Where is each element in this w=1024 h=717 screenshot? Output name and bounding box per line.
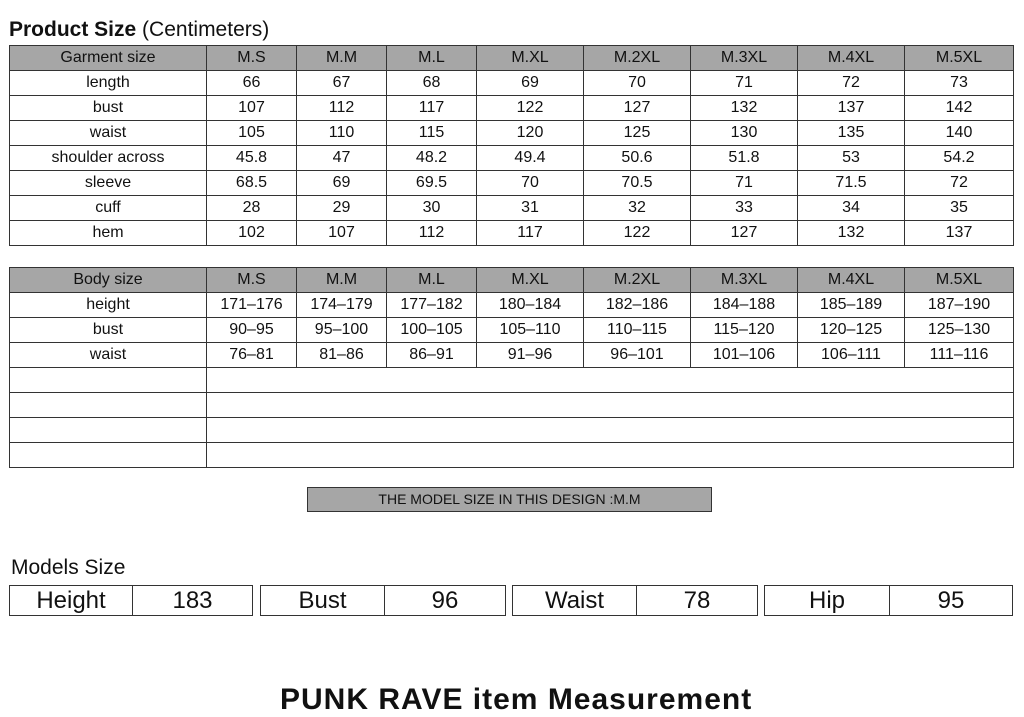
row-header-cell: Garment size: [10, 46, 207, 71]
model-height-label: Height: [10, 586, 133, 615]
measurement-value-cell: 130: [691, 121, 798, 146]
model-hip-label: Hip: [765, 586, 890, 615]
size-header-cell: M.L: [387, 268, 477, 293]
measurement-label-cell: shoulder across: [10, 146, 207, 171]
measurement-value-cell: 47: [297, 146, 387, 171]
size-header-cell: M.S: [207, 268, 297, 293]
measurement-value-cell: 71: [691, 171, 798, 196]
garment-row: [10, 196, 1014, 221]
measurement-value-cell: 67: [297, 71, 387, 96]
measurement-value-cell: 100–105: [387, 318, 477, 343]
measurement-value-cell: 66: [207, 71, 297, 96]
measurement-value-cell: 72: [798, 71, 905, 96]
empty-value-cell: [207, 368, 1014, 393]
measurement-heading: PUNK RAVE item Measurement: [280, 683, 753, 716]
measurement-value-cell: 115–120: [691, 318, 798, 343]
measurement-value-cell: 105: [207, 121, 297, 146]
measurement-label-cell: sleeve: [10, 171, 207, 196]
model-height-box: [9, 585, 253, 616]
empty-value-cell: [207, 393, 1014, 418]
measurement-value-cell: 30: [387, 196, 477, 221]
measurement-value-cell: 125–130: [905, 318, 1014, 343]
model-hip-box: [764, 585, 1013, 616]
measurement-value-cell: 95–100: [297, 318, 387, 343]
measurement-label-cell: height: [10, 293, 207, 318]
measurement-value-cell: 81–86: [297, 343, 387, 368]
measurement-label-cell: hem: [10, 221, 207, 246]
measurement-value-cell: 101–106: [691, 343, 798, 368]
model-waist-value: 78: [683, 587, 711, 614]
measurement-value-cell: 50.6: [584, 146, 691, 171]
measurement-value-cell: 45.8: [207, 146, 297, 171]
measurement-label-cell: length: [10, 71, 207, 96]
measurement-value-cell: 73: [905, 71, 1014, 96]
measurement-value-cell: 177–182: [387, 293, 477, 318]
models-size-title: Models Size: [11, 556, 126, 579]
measurement-value-cell: 111–116: [905, 343, 1014, 368]
measurement-value-cell: 122: [477, 96, 584, 121]
body-empty-row: [10, 443, 1014, 468]
measurement-value-cell: 102: [207, 221, 297, 246]
body-empty-row: [10, 393, 1014, 418]
measurement-label-cell: waist: [10, 121, 207, 146]
model-hip-value: 95: [937, 587, 965, 614]
model-waist-label: Waist: [513, 586, 637, 615]
measurement-value-cell: 86–91: [387, 343, 477, 368]
measurement-value-cell: 117: [387, 96, 477, 121]
measurement-value-cell: 33: [691, 196, 798, 221]
model-bust-box: [260, 585, 506, 616]
measurement-value-cell: 72: [905, 171, 1014, 196]
measurement-value-cell: 71: [691, 71, 798, 96]
size-header-cell: M.M: [297, 268, 387, 293]
measurement-value-cell: 69: [297, 171, 387, 196]
measurement-value-cell: 122: [584, 221, 691, 246]
size-header-cell: M.5XL: [905, 268, 1014, 293]
garment-row: [10, 146, 1014, 171]
body-row: [10, 293, 1014, 318]
measurement-label-cell: cuff: [10, 196, 207, 221]
model-bust-value: 96: [431, 587, 459, 614]
garment-row: [10, 71, 1014, 96]
body-header-row: [10, 268, 1014, 293]
measurement-value-cell: 125: [584, 121, 691, 146]
measurement-value-cell: 70: [584, 71, 691, 96]
measurement-value-cell: 106–111: [798, 343, 905, 368]
size-header-cell: M.L: [387, 46, 477, 71]
measurement-value-cell: 117: [477, 221, 584, 246]
measurement-value-cell: 91–96: [477, 343, 584, 368]
model-height-value: 183: [172, 587, 213, 614]
measurement-value-cell: 112: [297, 96, 387, 121]
measurement-value-cell: 49.4: [477, 146, 584, 171]
measurement-label-cell: bust: [10, 318, 207, 343]
measurement-value-cell: 182–186: [584, 293, 691, 318]
measurement-value-cell: 31: [477, 196, 584, 221]
size-header-cell: M.3XL: [691, 268, 798, 293]
measurement-value-cell: 29: [297, 196, 387, 221]
size-header-cell: M.2XL: [584, 46, 691, 71]
measurement-value-cell: 132: [691, 96, 798, 121]
garment-row: [10, 221, 1014, 246]
measurement-value-cell: 115: [387, 121, 477, 146]
size-header-cell: M.3XL: [691, 46, 798, 71]
measurement-value-cell: 69.5: [387, 171, 477, 196]
measurement-value-cell: 120: [477, 121, 584, 146]
size-header-cell: M.4XL: [798, 46, 905, 71]
body-size-table: [9, 267, 1014, 468]
measurement-value-cell: 32: [584, 196, 691, 221]
measurement-value-cell: 110: [297, 121, 387, 146]
row-header-cell: Body size: [10, 268, 207, 293]
size-header-cell: M.5XL: [905, 46, 1014, 71]
garment-row: [10, 96, 1014, 121]
measurement-value-cell: 68: [387, 71, 477, 96]
measurement-value-cell: 127: [584, 96, 691, 121]
measurement-value-cell: 110–115: [584, 318, 691, 343]
measurement-label-cell: waist: [10, 343, 207, 368]
measurement-value-cell: 120–125: [798, 318, 905, 343]
page-title: Product Size (Centimeters): [9, 18, 270, 41]
measurement-value-cell: 70.5: [584, 171, 691, 196]
measurement-value-cell: 76–81: [207, 343, 297, 368]
garment-header-row: [10, 46, 1014, 71]
measurement-value-cell: 28: [207, 196, 297, 221]
measurement-value-cell: 135: [798, 121, 905, 146]
measurement-value-cell: 90–95: [207, 318, 297, 343]
empty-label-cell: [10, 443, 207, 468]
body-empty-row: [10, 418, 1014, 443]
measurement-value-cell: 107: [207, 96, 297, 121]
garment-row: [10, 171, 1014, 196]
measurement-value-cell: 107: [297, 221, 387, 246]
measurement-value-cell: 180–184: [477, 293, 584, 318]
measurement-value-cell: 185–189: [798, 293, 905, 318]
measurement-value-cell: 53: [798, 146, 905, 171]
measurement-value-cell: 127: [691, 221, 798, 246]
measurement-value-cell: 105–110: [477, 318, 584, 343]
body-row: [10, 318, 1014, 343]
body-empty-row: [10, 368, 1014, 393]
measurement-value-cell: 69: [477, 71, 584, 96]
measurement-value-cell: 187–190: [905, 293, 1014, 318]
size-header-cell: M.XL: [477, 46, 584, 71]
empty-label-cell: [10, 368, 207, 393]
model-size-note: THE MODEL SIZE IN THIS DESIGN :M.M: [307, 487, 712, 512]
measurement-value-cell: 140: [905, 121, 1014, 146]
empty-label-cell: [10, 418, 207, 443]
measurement-value-cell: 137: [798, 96, 905, 121]
measurement-value-cell: 137: [905, 221, 1014, 246]
empty-label-cell: [10, 393, 207, 418]
measurement-value-cell: 112: [387, 221, 477, 246]
measurement-value-cell: 184–188: [691, 293, 798, 318]
measurement-value-cell: 71.5: [798, 171, 905, 196]
garment-row: [10, 121, 1014, 146]
size-header-cell: M.2XL: [584, 268, 691, 293]
measurement-value-cell: 54.2: [905, 146, 1014, 171]
empty-value-cell: [207, 443, 1014, 468]
measurement-value-cell: 142: [905, 96, 1014, 121]
measurement-value-cell: 68.5: [207, 171, 297, 196]
size-header-cell: M.4XL: [798, 268, 905, 293]
measurement-value-cell: 34: [798, 196, 905, 221]
model-bust-label: Bust: [261, 586, 385, 615]
size-header-cell: M.M: [297, 46, 387, 71]
measurement-value-cell: 51.8: [691, 146, 798, 171]
measurement-label-cell: bust: [10, 96, 207, 121]
empty-value-cell: [207, 418, 1014, 443]
size-header-cell: M.S: [207, 46, 297, 71]
size-header-cell: M.XL: [477, 268, 584, 293]
measurement-value-cell: 132: [798, 221, 905, 246]
measurement-value-cell: 35: [905, 196, 1014, 221]
measurement-value-cell: 171–176: [207, 293, 297, 318]
measurement-value-cell: 70: [477, 171, 584, 196]
measurement-value-cell: 96–101: [584, 343, 691, 368]
measurement-value-cell: 48.2: [387, 146, 477, 171]
body-row: [10, 343, 1014, 368]
measurement-value-cell: 174–179: [297, 293, 387, 318]
garment-size-table: [9, 45, 1014, 246]
model-waist-box: [512, 585, 758, 616]
